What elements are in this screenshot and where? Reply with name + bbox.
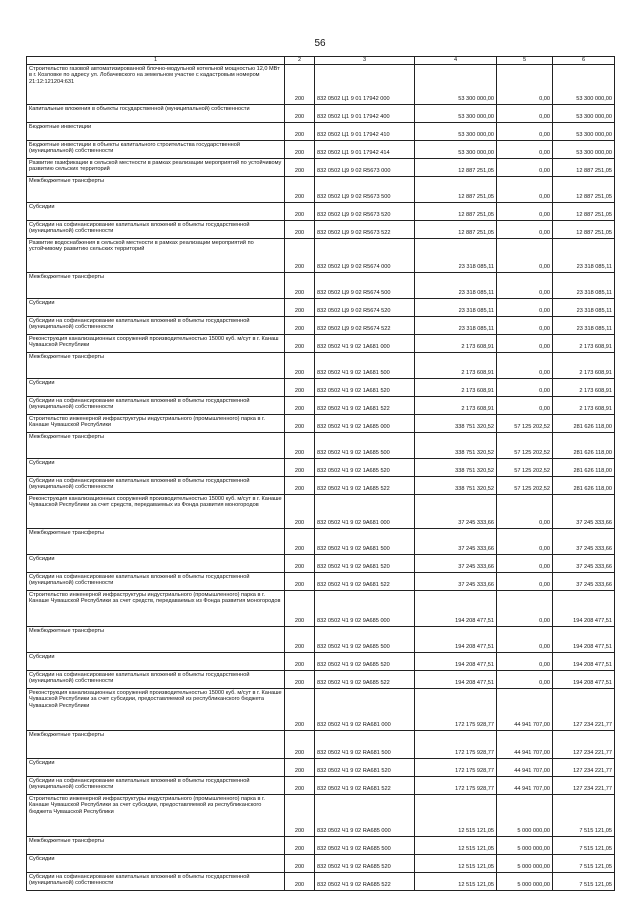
row-total-cell: 127 234 221,77 bbox=[553, 689, 615, 731]
row-amount-cell: 194 208 477,51 bbox=[415, 591, 497, 627]
row-total-cell: 281 626 118,00 bbox=[553, 459, 615, 477]
row-indicator-cell: 200 bbox=[285, 529, 315, 555]
row-indicator-cell: 200 bbox=[285, 397, 315, 415]
row-change-cell: 0,00 bbox=[497, 65, 553, 105]
row-total-cell: 127 234 221,77 bbox=[553, 777, 615, 795]
row-total-cell: 194 208 477,51 bbox=[553, 671, 615, 689]
row-change-cell: 0,00 bbox=[497, 159, 553, 177]
row-code-cell: 832 0502 Ц9 9 02 R5674 520 bbox=[315, 299, 415, 317]
row-code-cell: 832 0502 Ц9 9 02 R5673 522 bbox=[315, 221, 415, 239]
row-indicator-cell: 200 bbox=[285, 317, 315, 335]
row-indicator-cell: 200 bbox=[285, 159, 315, 177]
row-indicator-cell: 200 bbox=[285, 203, 315, 221]
table-row bbox=[27, 855, 615, 873]
row-name-cell: Реконструкция канализационных сооружений производительностью 15000 куб. м/сут в г. Канаше Чувашской Республики за счет субсидии, предоставляемой из республиканского бюджета Чувашской Республики bbox=[27, 689, 285, 731]
row-name-cell: Субсидии на софинансирование капитальных вложений в объекты государственной (муниципальной) собственности bbox=[27, 873, 285, 891]
row-name-cell: Межбюджетные трансферты bbox=[27, 177, 285, 203]
row-amount-cell: 23 318 085,11 bbox=[415, 273, 497, 299]
row-total-cell: 23 318 085,11 bbox=[553, 273, 615, 299]
row-indicator-cell: 200 bbox=[285, 105, 315, 123]
row-change-cell: 0,00 bbox=[497, 529, 553, 555]
row-amount-cell: 338 751 320,52 bbox=[415, 415, 497, 433]
row-name-cell: Субсидии на софинансирование капитальных вложений в объекты государственной (муниципальной) собственности bbox=[27, 317, 285, 335]
row-change-cell: 0,00 bbox=[497, 335, 553, 353]
row-amount-cell: 172 175 928,77 bbox=[415, 689, 497, 731]
row-indicator-cell: 200 bbox=[285, 239, 315, 273]
table-row bbox=[27, 689, 615, 731]
row-change-cell: 57 125 202,52 bbox=[497, 433, 553, 459]
row-indicator-cell: 200 bbox=[285, 731, 315, 759]
row-name-cell: Строительство инженерной инфраструктуры индустриального (промышленного) парка в г. Канаше Чувашской Республики bbox=[27, 415, 285, 433]
row-name-cell: Реконструкция канализационных сооружений производительностью 15000 куб. м/сут в г. Канаш Чувашской Республики bbox=[27, 335, 285, 353]
row-amount-cell: 53 300 000,00 bbox=[415, 123, 497, 141]
row-amount-cell: 12 515 121,05 bbox=[415, 795, 497, 837]
row-total-cell: 53 300 000,00 bbox=[553, 123, 615, 141]
row-indicator-cell: 200 bbox=[285, 477, 315, 495]
header-col-3: 3 bbox=[315, 57, 415, 65]
row-change-cell: 0,00 bbox=[497, 671, 553, 689]
row-code-cell: 832 0502 Ч1 9 02 RA685 500 bbox=[315, 837, 415, 855]
row-name-cell: Бюджетные инвестиции bbox=[27, 123, 285, 141]
row-code-cell: 832 0502 Ч1 9 02 9А681 500 bbox=[315, 529, 415, 555]
row-code-cell: 832 0502 Ч1 9 02 9А681 000 bbox=[315, 495, 415, 529]
row-indicator-cell: 200 bbox=[285, 671, 315, 689]
row-code-cell: 832 0502 Ц1 9 01 17942 410 bbox=[315, 123, 415, 141]
row-change-cell: 0,00 bbox=[497, 177, 553, 203]
table-row bbox=[27, 379, 615, 397]
row-total-cell: 7 515 121,05 bbox=[553, 837, 615, 855]
row-code-cell: 832 0502 Ц9 9 02 R5673 000 bbox=[315, 159, 415, 177]
row-amount-cell: 172 175 928,77 bbox=[415, 777, 497, 795]
row-amount-cell: 12 887 251,05 bbox=[415, 221, 497, 239]
row-change-cell: 44 941 707,00 bbox=[497, 777, 553, 795]
row-change-cell: 0,00 bbox=[497, 379, 553, 397]
row-name-cell: Субсидии на софинансирование капитальных вложений в объекты государственной (муниципальной) собственности bbox=[27, 671, 285, 689]
header-col-4: 4 bbox=[415, 57, 497, 65]
row-code-cell: 832 0502 Ц9 9 02 R5674 522 bbox=[315, 317, 415, 335]
row-change-cell: 5 000 000,00 bbox=[497, 837, 553, 855]
header-col-6: 6 bbox=[553, 57, 615, 65]
row-indicator-cell: 200 bbox=[285, 221, 315, 239]
row-name-cell: Межбюджетные трансферты bbox=[27, 627, 285, 653]
row-change-cell: 0,00 bbox=[497, 221, 553, 239]
row-name-cell: Межбюджетные трансферты bbox=[27, 353, 285, 379]
row-name-cell: Межбюджетные трансферты bbox=[27, 273, 285, 299]
row-total-cell: 7 515 121,05 bbox=[553, 873, 615, 891]
row-indicator-cell: 200 bbox=[285, 415, 315, 433]
row-amount-cell: 12 887 251,05 bbox=[415, 203, 497, 221]
row-indicator-cell: 200 bbox=[285, 777, 315, 795]
row-total-cell: 37 245 333,66 bbox=[553, 573, 615, 591]
row-amount-cell: 53 300 000,00 bbox=[415, 105, 497, 123]
row-code-cell: 832 0502 Ц9 9 02 R5673 520 bbox=[315, 203, 415, 221]
row-total-cell: 2 173 608,91 bbox=[553, 397, 615, 415]
row-total-cell: 281 626 118,00 bbox=[553, 433, 615, 459]
table-row bbox=[27, 759, 615, 777]
row-change-cell: 44 941 707,00 bbox=[497, 759, 553, 777]
table-row bbox=[27, 495, 615, 529]
row-code-cell: 832 0502 Ч1 9 02 9А685 000 bbox=[315, 591, 415, 627]
row-total-cell: 2 173 608,91 bbox=[553, 379, 615, 397]
row-total-cell: 37 245 333,66 bbox=[553, 529, 615, 555]
row-amount-cell: 37 245 333,66 bbox=[415, 555, 497, 573]
row-change-cell: 0,00 bbox=[497, 573, 553, 591]
row-code-cell: 832 0502 Ч1 9 02 RA685 522 bbox=[315, 873, 415, 891]
row-total-cell: 12 887 251,05 bbox=[553, 221, 615, 239]
table-row bbox=[27, 653, 615, 671]
row-code-cell: 832 0502 Ц9 9 02 R5673 500 bbox=[315, 177, 415, 203]
table-row bbox=[27, 335, 615, 353]
row-indicator-cell: 200 bbox=[285, 353, 315, 379]
row-change-cell: 5 000 000,00 bbox=[497, 795, 553, 837]
row-total-cell: 53 300 000,00 bbox=[553, 65, 615, 105]
row-indicator-cell: 200 bbox=[285, 837, 315, 855]
row-total-cell: 12 887 251,05 bbox=[553, 177, 615, 203]
row-amount-cell: 2 173 608,91 bbox=[415, 335, 497, 353]
row-code-cell: 832 0502 Ч1 9 02 9А685 520 bbox=[315, 653, 415, 671]
table-row bbox=[27, 159, 615, 177]
row-amount-cell: 2 173 608,91 bbox=[415, 397, 497, 415]
row-code-cell: 832 0502 Ц9 9 02 R5674 000 bbox=[315, 239, 415, 273]
row-total-cell: 23 318 085,11 bbox=[553, 317, 615, 335]
row-total-cell: 7 515 121,05 bbox=[553, 855, 615, 873]
table-row bbox=[27, 65, 615, 105]
budget-table bbox=[26, 56, 615, 891]
row-code-cell: 832 0502 Ч1 9 02 1А685 520 bbox=[315, 459, 415, 477]
header-col-5: 5 bbox=[497, 57, 553, 65]
row-amount-cell: 194 208 477,51 bbox=[415, 653, 497, 671]
row-total-cell: 53 300 000,00 bbox=[553, 141, 615, 159]
table-row bbox=[27, 141, 615, 159]
row-code-cell: 832 0502 Ч1 9 02 1А681 000 bbox=[315, 335, 415, 353]
row-indicator-cell: 200 bbox=[285, 299, 315, 317]
row-code-cell: 832 0502 Ц1 9 01 17942 414 bbox=[315, 141, 415, 159]
row-change-cell: 0,00 bbox=[497, 555, 553, 573]
row-indicator-cell: 200 bbox=[285, 459, 315, 477]
row-indicator-cell: 200 bbox=[285, 335, 315, 353]
row-total-cell: 194 208 477,51 bbox=[553, 627, 615, 653]
row-name-cell: Субсидии на софинансирование капитальных вложений в объекты государственной (муниципальной) собственности bbox=[27, 477, 285, 495]
row-code-cell: 832 0502 Ч1 9 02 RA681 500 bbox=[315, 731, 415, 759]
row-name-cell: Субсидии bbox=[27, 555, 285, 573]
row-change-cell: 0,00 bbox=[497, 653, 553, 671]
row-code-cell: 832 0502 Ч1 9 02 9А685 500 bbox=[315, 627, 415, 653]
table-row bbox=[27, 105, 615, 123]
table-row bbox=[27, 177, 615, 203]
row-amount-cell: 338 751 320,52 bbox=[415, 459, 497, 477]
row-indicator-cell: 200 bbox=[285, 873, 315, 891]
row-code-cell: 832 0502 Ц9 9 02 R5674 500 bbox=[315, 273, 415, 299]
table-row bbox=[27, 353, 615, 379]
row-code-cell: 832 0502 Ч1 9 02 RA685 520 bbox=[315, 855, 415, 873]
table-row bbox=[27, 299, 615, 317]
row-change-cell: 0,00 bbox=[497, 353, 553, 379]
row-indicator-cell: 200 bbox=[285, 689, 315, 731]
row-name-cell: Межбюджетные трансферты bbox=[27, 433, 285, 459]
row-change-cell: 57 125 202,52 bbox=[497, 477, 553, 495]
row-total-cell: 127 234 221,77 bbox=[553, 731, 615, 759]
table-row bbox=[27, 317, 615, 335]
table-row bbox=[27, 837, 615, 855]
row-total-cell: 194 208 477,51 bbox=[553, 591, 615, 627]
table-row bbox=[27, 591, 615, 627]
row-indicator-cell: 200 bbox=[285, 379, 315, 397]
row-name-cell: Субсидии bbox=[27, 203, 285, 221]
table-body bbox=[27, 65, 615, 891]
row-change-cell: 0,00 bbox=[497, 273, 553, 299]
row-indicator-cell: 200 bbox=[285, 273, 315, 299]
table-row bbox=[27, 415, 615, 433]
table-row bbox=[27, 459, 615, 477]
row-code-cell: 832 0502 Ц1 9 01 17942 400 bbox=[315, 105, 415, 123]
table-row bbox=[27, 123, 615, 141]
row-code-cell: 832 0502 Ч1 9 02 1А685 000 bbox=[315, 415, 415, 433]
row-amount-cell: 37 245 333,66 bbox=[415, 495, 497, 529]
table-row bbox=[27, 795, 615, 837]
row-change-cell: 0,00 bbox=[497, 397, 553, 415]
row-name-cell: Межбюджетные трансферты bbox=[27, 529, 285, 555]
row-name-cell: Бюджетные инвестиции в объекты капитального строительства государственной (муниципальной) собственности bbox=[27, 141, 285, 159]
row-change-cell: 0,00 bbox=[497, 105, 553, 123]
row-total-cell: 23 318 085,11 bbox=[553, 239, 615, 273]
row-name-cell: Субсидии на софинансирование капитальных вложений в объекты государственной (муниципальной) собственности bbox=[27, 573, 285, 591]
row-indicator-cell: 200 bbox=[285, 573, 315, 591]
row-total-cell: 37 245 333,66 bbox=[553, 555, 615, 573]
row-code-cell: 832 0502 Ц1 9 01 17942 000 bbox=[315, 65, 415, 105]
table-row bbox=[27, 671, 615, 689]
row-code-cell: 832 0502 Ч1 9 02 RA681 522 bbox=[315, 777, 415, 795]
table-row bbox=[27, 477, 615, 495]
row-code-cell: 832 0502 Ч1 9 02 1А681 500 bbox=[315, 353, 415, 379]
row-change-cell: 44 941 707,00 bbox=[497, 689, 553, 731]
table-row bbox=[27, 273, 615, 299]
row-total-cell: 194 208 477,51 bbox=[553, 653, 615, 671]
row-change-cell: 0,00 bbox=[497, 317, 553, 335]
row-change-cell: 0,00 bbox=[497, 299, 553, 317]
row-amount-cell: 23 318 085,11 bbox=[415, 317, 497, 335]
row-indicator-cell: 200 bbox=[285, 433, 315, 459]
row-amount-cell: 172 175 928,77 bbox=[415, 759, 497, 777]
row-name-cell: Межбюджетные трансферты bbox=[27, 731, 285, 759]
table-row bbox=[27, 203, 615, 221]
row-indicator-cell: 200 bbox=[285, 141, 315, 159]
row-change-cell: 57 125 202,52 bbox=[497, 459, 553, 477]
row-change-cell: 5 000 000,00 bbox=[497, 855, 553, 873]
row-name-cell: Субсидии bbox=[27, 299, 285, 317]
row-total-cell: 53 300 000,00 bbox=[553, 105, 615, 123]
row-amount-cell: 12 515 121,05 bbox=[415, 855, 497, 873]
row-code-cell: 832 0502 Ч1 9 02 9А681 520 bbox=[315, 555, 415, 573]
row-indicator-cell: 200 bbox=[285, 555, 315, 573]
row-total-cell: 2 173 608,91 bbox=[553, 335, 615, 353]
table-row bbox=[27, 239, 615, 273]
table-row bbox=[27, 221, 615, 239]
row-change-cell: 0,00 bbox=[497, 123, 553, 141]
row-code-cell: 832 0502 Ч1 9 02 1А685 522 bbox=[315, 477, 415, 495]
row-name-cell: Развитие газификации в сельской местности в рамках реализации мероприятий по устойчивому развитию сельских территорий bbox=[27, 159, 285, 177]
table-row bbox=[27, 777, 615, 795]
row-total-cell: 12 887 251,05 bbox=[553, 159, 615, 177]
row-amount-cell: 172 175 928,77 bbox=[415, 731, 497, 759]
table-row bbox=[27, 573, 615, 591]
row-name-cell: Субсидии на софинансирование капитальных вложений в объекты государственной (муниципальной) собственности bbox=[27, 221, 285, 239]
row-indicator-cell: 200 bbox=[285, 495, 315, 529]
row-name-cell: Субсидии bbox=[27, 855, 285, 873]
row-amount-cell: 53 300 000,00 bbox=[415, 141, 497, 159]
row-code-cell: 832 0502 Ч1 9 02 RA681 520 bbox=[315, 759, 415, 777]
row-name-cell: Развитие водоснабжения в сельской местности в рамках реализации мероприятий по устойчивому развитию сельских территорий bbox=[27, 239, 285, 273]
row-indicator-cell: 200 bbox=[285, 759, 315, 777]
table-header-row bbox=[27, 57, 615, 65]
row-indicator-cell: 200 bbox=[285, 653, 315, 671]
table-row bbox=[27, 433, 615, 459]
row-change-cell: 57 125 202,52 bbox=[497, 415, 553, 433]
row-indicator-cell: 200 bbox=[285, 591, 315, 627]
table-row bbox=[27, 397, 615, 415]
row-name-cell: Субсидии на софинансирование капитальных вложений в объекты государственной (муниципальной) собственности bbox=[27, 777, 285, 795]
row-indicator-cell: 200 bbox=[285, 177, 315, 203]
row-name-cell: Капитальные вложения в объекты государственной (муниципальной) собственности bbox=[27, 105, 285, 123]
row-change-cell: 0,00 bbox=[497, 495, 553, 529]
row-name-cell: Субсидии на софинансирование капитальных вложений в объекты государственной (муниципальной) собственности bbox=[27, 397, 285, 415]
page-number: 56 bbox=[314, 38, 326, 49]
row-name-cell: Межбюджетные трансферты bbox=[27, 837, 285, 855]
table-row bbox=[27, 529, 615, 555]
row-name-cell: Строительство газовой автоматизированной блочно-модульной котельной мощностью 12,0 МВт в г. Козловке по адресу ул. Лобачевского на земельном участке с кадастровым номером 21:12:121204:631 bbox=[27, 65, 285, 105]
table-row bbox=[27, 555, 615, 573]
row-amount-cell: 2 173 608,91 bbox=[415, 353, 497, 379]
row-code-cell: 832 0502 Ч1 9 02 9А685 522 bbox=[315, 671, 415, 689]
row-amount-cell: 23 318 085,11 bbox=[415, 299, 497, 317]
row-name-cell: Субсидии bbox=[27, 379, 285, 397]
row-indicator-cell: 200 bbox=[285, 123, 315, 141]
row-amount-cell: 12 515 121,05 bbox=[415, 873, 497, 891]
row-name-cell: Субсидии bbox=[27, 459, 285, 477]
row-change-cell: 44 941 707,00 bbox=[497, 731, 553, 759]
row-total-cell: 7 515 121,05 bbox=[553, 795, 615, 837]
row-change-cell: 0,00 bbox=[497, 627, 553, 653]
row-amount-cell: 12 887 251,05 bbox=[415, 159, 497, 177]
row-code-cell: 832 0502 Ч1 9 02 1А685 500 bbox=[315, 433, 415, 459]
table-row bbox=[27, 873, 615, 891]
row-amount-cell: 338 751 320,52 bbox=[415, 433, 497, 459]
row-amount-cell: 53 300 000,00 bbox=[415, 65, 497, 105]
row-total-cell: 281 626 118,00 bbox=[553, 477, 615, 495]
row-name-cell: Субсидии bbox=[27, 759, 285, 777]
row-amount-cell: 23 318 085,11 bbox=[415, 239, 497, 273]
row-change-cell: 0,00 bbox=[497, 591, 553, 627]
row-amount-cell: 194 208 477,51 bbox=[415, 671, 497, 689]
row-indicator-cell: 200 bbox=[285, 65, 315, 105]
row-name-cell: Субсидии bbox=[27, 653, 285, 671]
row-change-cell: 0,00 bbox=[497, 239, 553, 273]
row-total-cell: 37 245 333,66 bbox=[553, 495, 615, 529]
header-col-2: 2 bbox=[285, 57, 315, 65]
row-code-cell: 832 0502 Ч1 9 02 1А681 522 bbox=[315, 397, 415, 415]
row-amount-cell: 12 515 121,05 bbox=[415, 837, 497, 855]
row-total-cell: 12 887 251,05 bbox=[553, 203, 615, 221]
row-amount-cell: 2 173 608,91 bbox=[415, 379, 497, 397]
row-amount-cell: 12 887 251,05 bbox=[415, 177, 497, 203]
row-change-cell: 5 000 000,00 bbox=[497, 873, 553, 891]
row-indicator-cell: 200 bbox=[285, 795, 315, 837]
table-row bbox=[27, 627, 615, 653]
header-col-1: 1 bbox=[27, 57, 285, 65]
row-code-cell: 832 0502 Ч1 9 02 1А681 520 bbox=[315, 379, 415, 397]
row-change-cell: 0,00 bbox=[497, 203, 553, 221]
row-name-cell: Строительство инженерной инфраструктуры индустриального (промышленного) парка в г. Канаше Чувашской Республики за счет субсидии, предоставляемой из республиканского бюджета Чувашской Республики bbox=[27, 795, 285, 837]
row-indicator-cell: 200 bbox=[285, 627, 315, 653]
row-amount-cell: 194 208 477,51 bbox=[415, 627, 497, 653]
table-row bbox=[27, 731, 615, 759]
row-total-cell: 127 234 221,77 bbox=[553, 759, 615, 777]
row-name-cell: Строительство инженерной инфраструктуры индустриального (промышленного) парка в г. Канаше Чувашской Республики за счет средств, передаваемых из Фонда развития моногородов bbox=[27, 591, 285, 627]
row-total-cell: 2 173 608,91 bbox=[553, 353, 615, 379]
row-total-cell: 23 318 085,11 bbox=[553, 299, 615, 317]
row-total-cell: 281 626 118,00 bbox=[553, 415, 615, 433]
row-code-cell: 832 0502 Ч1 9 02 RA685 000 bbox=[315, 795, 415, 837]
row-change-cell: 0,00 bbox=[497, 141, 553, 159]
row-name-cell: Реконструкция канализационных сооружений производительностью 15000 куб. м/сут в г. Канаше Чувашской Республики за счет средств, передаваемых из Фонда развития моногородов bbox=[27, 495, 285, 529]
row-code-cell: 832 0502 Ч1 9 02 RA681 000 bbox=[315, 689, 415, 731]
row-indicator-cell: 200 bbox=[285, 855, 315, 873]
row-amount-cell: 37 245 333,66 bbox=[415, 529, 497, 555]
row-amount-cell: 338 751 320,52 bbox=[415, 477, 497, 495]
row-code-cell: 832 0502 Ч1 9 02 9А681 522 bbox=[315, 573, 415, 591]
row-amount-cell: 37 245 333,66 bbox=[415, 573, 497, 591]
